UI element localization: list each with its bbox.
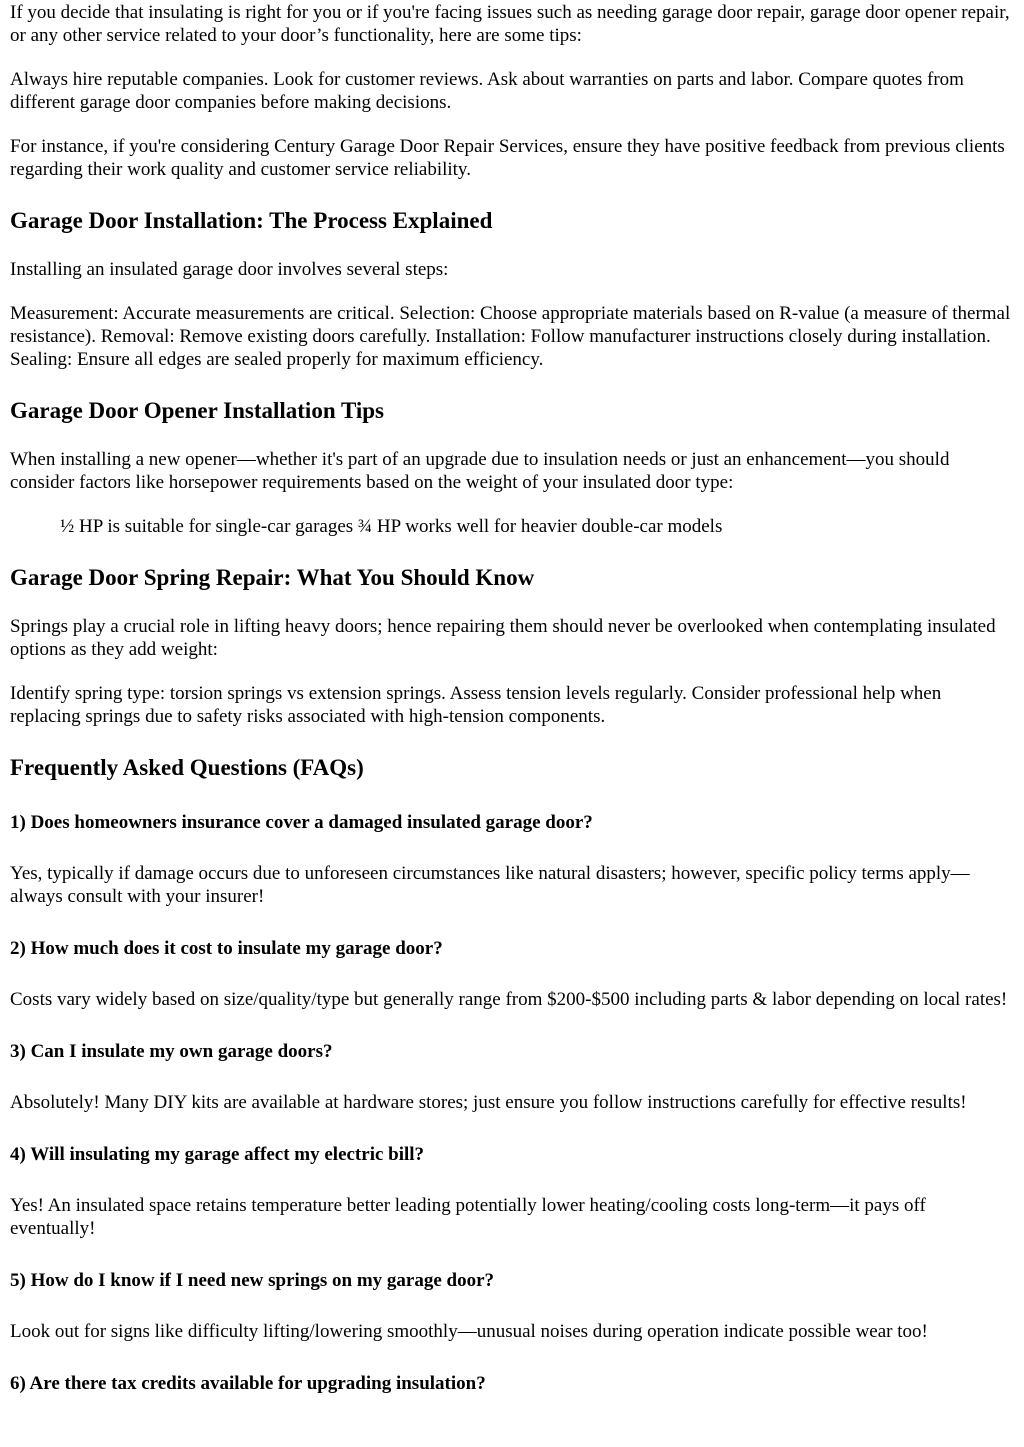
faq-question-4: 4) Will insulating my garage affect my electric bill? [10,1144,425,1165]
faq-answer-4: Yes! An insulated space retains temperature better leading potentially lower heating/cooling costs long-term—it pays off eventually! [10,1195,926,1239]
faq-question-3: 3) Can I insulate my own garage doors? [10,1041,333,1062]
intro-paragraph-1: If you decide that insulating is right for you or if you're facing issues such as needing garage door repair, garage door opener repair, or any other service related to your door’s functionality, here are some tips: [10,2,1010,46]
faq-answer-1: Yes, typically if damage occurs due to unforeseen circumstances like natural disasters; however, specific policy terms apply—always consult with your insurer! [10,863,970,907]
faq-question-2: 2) How much does it cost to insulate my garage door? [10,938,443,959]
intro-paragraph-3: For instance, if you're considering Century Garage Door Repair Services, ensure they have positive feedback from previous clients regarding their work quality and customer service reliability. [10,136,1005,180]
faq-heading: Frequently Asked Questions (FAQs) [10,755,364,780]
article-body [0,1,1024,1395]
faq-question-6: 6) Are there tax credits available for upgrading insulation? [10,1373,486,1394]
faq-question-1: 1) Does homeowners insurance cover a damaged insulated garage door? [10,812,593,833]
installation-paragraph-2: Measurement: Accurate measurements are critical. Selection: Choose appropriate materials based on R-value (a measure of thermal resistance). Removal: Remove existing doors carefully. Installation: Follow manufacturer instructions closely during installation. Sealing: Ensure all edges are sealed properly for maximum efficiency. [10,303,1011,370]
faq-answer-2: Costs vary widely based on size/quality/type but generally range from $200-$500 including parts & labor depending on local rates! [10,989,1008,1010]
faq-answer-5: Look out for signs like difficulty lifting/lowering smoothly—unusual noises during operation indicate possible wear too! [10,1321,928,1342]
installation-paragraph-1: Installing an insulated garage door involves several steps: [10,259,449,280]
spring-paragraph-1: Springs play a crucial role in lifting heavy doors; hence repairing them should never be overlooked when contemplating insulated options as they add weight: [10,616,996,660]
faq-answer-3: Absolutely! Many DIY kits are available at hardware stores; just ensure you follow instructions carefully for effective results! [10,1092,967,1113]
list-item: ½ HP is suitable for single-car garages ¾ HP works well for heavier double-car models [60,516,723,537]
faq-question-5: 5) How do I know if I need new springs on my garage door? [10,1270,495,1291]
intro-paragraph-2: Always hire reputable companies. Look for customer reviews. Ask about warranties on parts and labor. Compare quotes from different garage door companies before making decisions. [10,69,964,113]
spring-heading: Garage Door Spring Repair: What You Should Know [10,565,535,590]
opener-paragraph-1: When installing a new opener—whether it's part of an upgrade due to insulation needs or just an enhancement—you should consider factors like horsepower requirements based on the weight of your insulated door type: [10,449,950,493]
horsepower-list [10,515,1014,538]
opener-heading: Garage Door Opener Installation Tips [10,398,385,423]
spring-paragraph-2: Identify spring type: torsion springs vs extension springs. Assess tension levels regularly. Consider professional help when replacing springs due to safety risks associated with high-tension components. [10,683,942,727]
installation-heading: Garage Door Installation: The Process Explained [10,208,493,233]
